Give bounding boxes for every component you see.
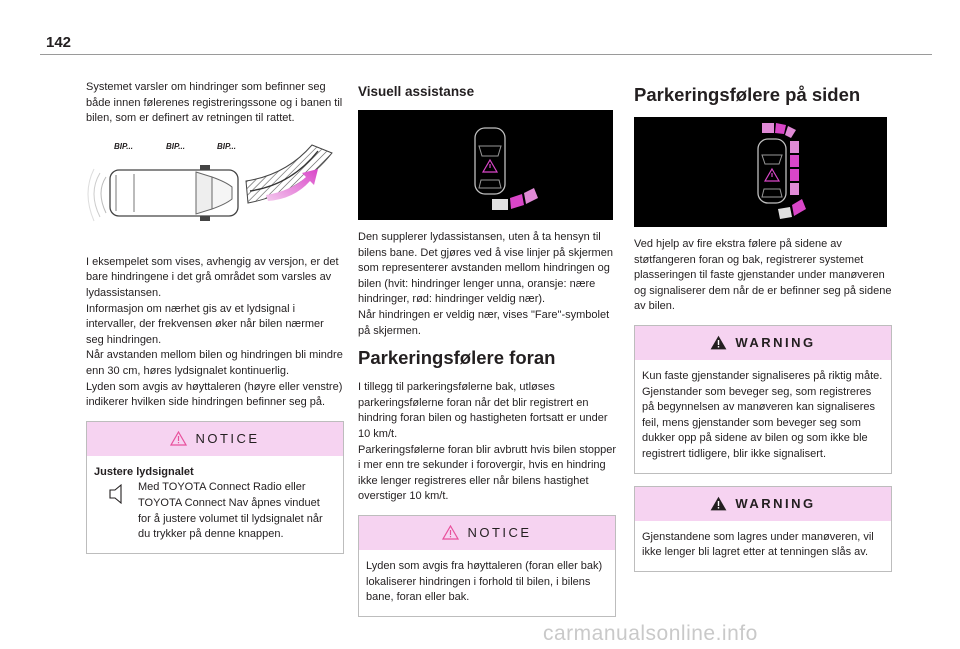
heading-front-sensors: Parkeringsfølere foran xyxy=(358,347,556,369)
parking-sensor-illustration xyxy=(86,137,344,243)
warning-label: WARNING xyxy=(735,496,816,512)
column-3 xyxy=(634,80,892,572)
paragraph-front-deactivation: Parkeringsfølerne foran blir avbrutt hvis bilen stopper i mer enn tre sekunder i forovergir, hvis en hindring ikke lenger registreres eller når bilens hastighet overstiger 10 km/t. xyxy=(358,443,617,503)
warning-body xyxy=(635,521,891,571)
bip-label-1: BIP... xyxy=(114,141,133,151)
paragraph-grey-zone: I eksempelet som vises, avhengig av versjon, er det bare hindringene i det grå området som varsles av lydassistansen. xyxy=(86,255,339,299)
warning-header xyxy=(635,326,891,360)
notice-label: NOTICE xyxy=(195,431,260,447)
notice-text: Lyden som avgis fra høyttaleren (foran eller bak) lokaliserer hindringen i forhold til bilen, i bilens bane, foran eller bak. xyxy=(366,559,603,604)
intro-paragraph: Systemet varsler om hindringer som befinner seg både innen følerenes registreringssone og i banen til bilen, som er definert av retningen til rattet. xyxy=(86,81,343,125)
side-sensor-screen xyxy=(634,117,887,227)
paragraph-side-sensors: Ved hjelp av fire ekstra følere på sidene av støtfangeren foran og bak, registrerer systemet plasseringen til faste gjenstander under manøveren og signaliserer dem når de er befinner seg på sidene av bilen. xyxy=(634,238,892,313)
heading-side-sensors: Parkeringsfølere på siden xyxy=(634,84,861,105)
notice-text: Med TOYOTA Connect Radio eller TOYOTA Connect Nav åpnes vinduet for å justere volumet til lydsignalet når du trykker på denne knappen. xyxy=(138,481,323,541)
paragraph-danger-symbol: Når hindringen er veldig nær, vises "Fare"-symbolet på skjermen. xyxy=(358,308,610,337)
watermark: carmanualsonline.info xyxy=(543,622,758,645)
bip-label-3: BIP... xyxy=(217,141,236,151)
warning-triangle-icon xyxy=(710,335,727,350)
paragraph-speaker-side: Lyden som avgis av høyttaleren (høyre eller venstre) indikerer hvilken side hindringen befinner seg på. xyxy=(86,380,343,409)
paragraph-visual-lines: Den supplerer lydassistansen, uten å ta hensyn til bilens bane. Det gjøres ved å vise linjer på skjermen som representerer avstanden mellom hindringen og bilen (hvit: hindringer lenger unna, oransje: nære hindringer, rød: hindringer veldig nær). xyxy=(358,231,613,306)
warning-text: Kun faste gjenstander signaliseres på riktig måte. Gjenstander som beveger seg, som registreres på begynnelsen av manøveren kan signaliseres feil, mens gjenstander som beveger seg som dukker opp på sidene av bilen og som ikke ble registrert tidligere, blir ikke signalisert. xyxy=(642,369,883,460)
notice-body xyxy=(359,550,615,616)
warning-header xyxy=(635,487,891,521)
page-number: 142 xyxy=(46,34,72,51)
paragraph-front-activation: I tillegg til parkeringsfølerne bak, utløses parkeringsfølerne foran når det blir registrert en hindring foran bilen og hastigheten fortsatt er under 10 km/t. xyxy=(358,381,608,440)
header-rule xyxy=(40,54,932,55)
column-2 xyxy=(358,80,616,617)
paragraph-interval-signal: Informasjon om nærhet gis av et lydsignal i intervaller, der frekvensen øker når bilen nærmer seg hindringen. xyxy=(86,302,324,346)
notice-triangle-icon xyxy=(442,525,459,540)
notice-header xyxy=(359,516,615,550)
side-sensor-display-drawing xyxy=(634,117,887,227)
warning-label: WARNING xyxy=(735,335,816,351)
warning-box-moving-objects xyxy=(634,325,892,474)
visual-assistance-screen xyxy=(358,110,613,220)
notice-box-sound xyxy=(86,421,344,554)
warning-box-stored-objects xyxy=(634,486,892,572)
warning-text: Gjenstandene som lagres under manøveren, vil ikke lenger bli lagret etter at tenningen slås av. xyxy=(642,530,874,559)
paragraph-continuous-signal: Når avstanden mellom bilen og hindringen bli mindre enn 30 cm, høres lydsignalet kontinuerlig. xyxy=(86,349,343,377)
notice-box-speaker xyxy=(358,515,616,617)
notice-label: NOTICE xyxy=(467,525,532,541)
notice-body xyxy=(87,456,343,553)
car-top-view-drawing xyxy=(86,137,344,243)
notice-subtitle: Justere lydsignalet xyxy=(94,465,194,478)
warning-body xyxy=(635,360,891,473)
heading-visual-assistance: Visuell assistanse xyxy=(358,84,475,99)
rear-sensor-display-drawing xyxy=(358,110,613,220)
speaker-icon xyxy=(108,482,128,506)
bip-label-2: BIP... xyxy=(166,141,185,151)
notice-triangle-icon xyxy=(170,431,187,446)
notice-header xyxy=(87,422,343,456)
warning-triangle-icon xyxy=(710,496,727,511)
column-1 xyxy=(86,80,344,554)
